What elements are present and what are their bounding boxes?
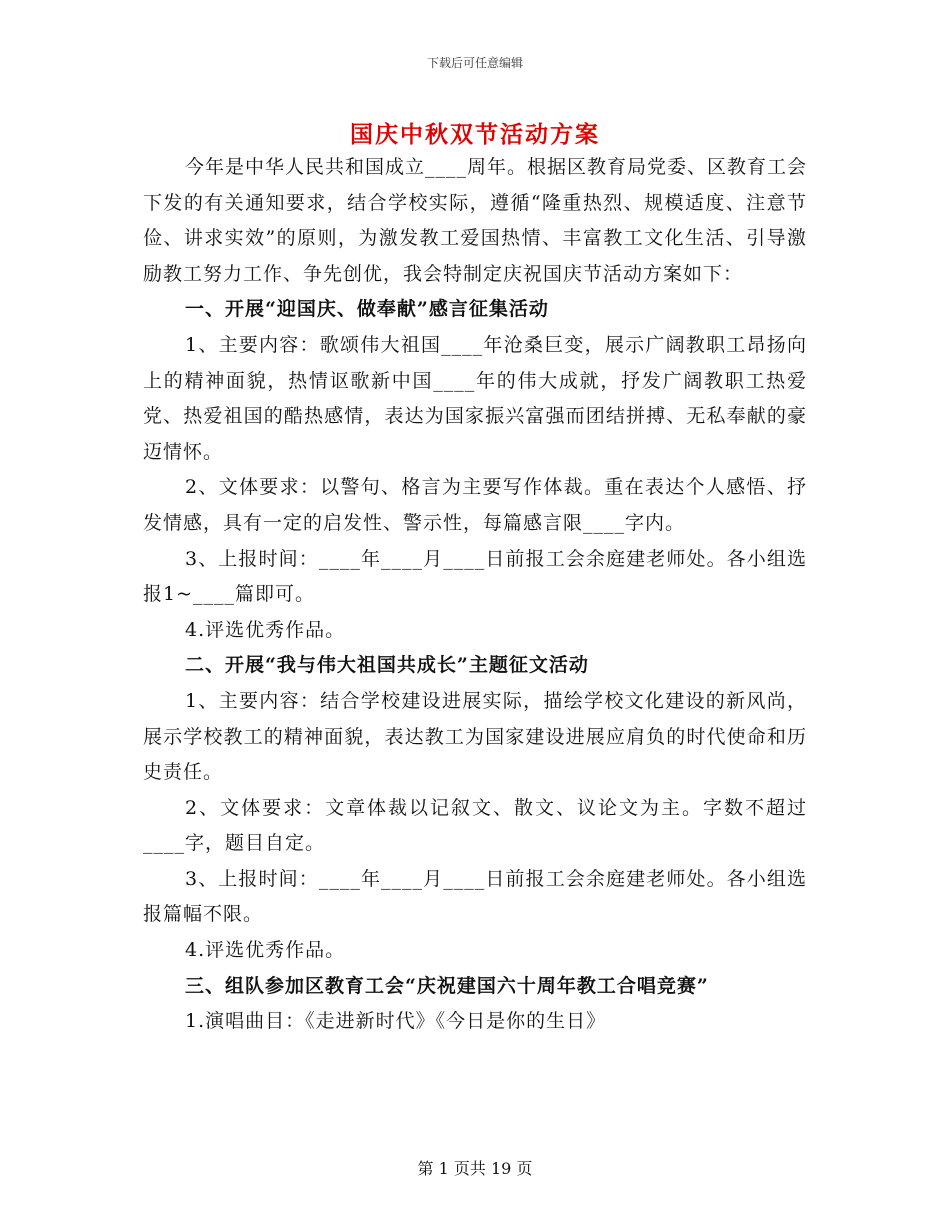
document-body — [143, 150, 807, 1040]
paragraph-1-3: 3、上报时间：____年____月____日前报工会余庭建老师处。各小组选报1~____篇即可。 — [143, 547, 807, 606]
page-footer: 第 1 页共 19 页 — [417, 1159, 533, 1178]
paragraph-1-4: 4.评选优秀作品。 — [185, 618, 346, 641]
section-heading-3: 三、组队参加区教育工会“庆祝建国六十周年教工合唱竞赛” — [185, 974, 709, 997]
paragraph-1-1: 1、主要内容：歌颂伟大祖国____年沧桑巨变，展示广阔教职工昂扬向上的精神面貌，热情讴歌新中国____年的伟大成就，抒发广阔教职工热爱党、热爱祖国的酷热感情，表达为国家振兴富强而团结拼搏、无私奉献的豪迈情怀。 — [143, 333, 807, 463]
paragraph-2-2: 2、文体要求：文章体裁以记叙文、散文、议论文为主。字数不超过____字，题目自定。 — [143, 796, 807, 855]
paragraph-1-2: 2、文体要求：以警句、格言为主要写作体裁。重在表达个人感悟、抒发情感，具有一定的启发性、警示性，每篇感言限____字内。 — [143, 476, 807, 534]
document-title: 国庆中秋双节活动方案 — [350, 121, 600, 148]
header-note: 下载后可任意编辑 — [426, 56, 523, 70]
paragraph-3-1: 1.演唱曲目：《走进新时代》《今日是你的生日》 — [185, 1010, 607, 1033]
section-heading-1: 一、开展“迎国庆、做奉献”感言征集活动 — [185, 298, 549, 321]
paragraph-2-4: 4.评选优秀作品。 — [185, 939, 346, 962]
paragraph-2-3: 3、上报时间：____年____月____日前报工会余庭建老师处。各小组选报篇幅不限。 — [143, 867, 807, 926]
paragraph-2-1: 1、主要内容：结合学校建设进展实际，描绘学校文化建设的新风尚，展示学校教工的精神面貌，表达教工为国家建设进展应肩负的时代使命和历史责任。 — [143, 689, 807, 784]
intro-paragraph: 今年是中华人民共和国成立____周年。根据区教育局党委、区教育工会下发的有关通知要求，结合学校实际，遵循“隆重热烈、规模适度、注意节俭、讲求实效”的原则，为激发教工爱国热情、丰富教工文化生活、引导激励教工努力工作、争先创优，我会特制定庆祝国庆节活动方案如下： — [143, 156, 808, 285]
section-heading-2: 二、开展“我与伟大祖国共成长”主题征文活动 — [185, 654, 589, 677]
